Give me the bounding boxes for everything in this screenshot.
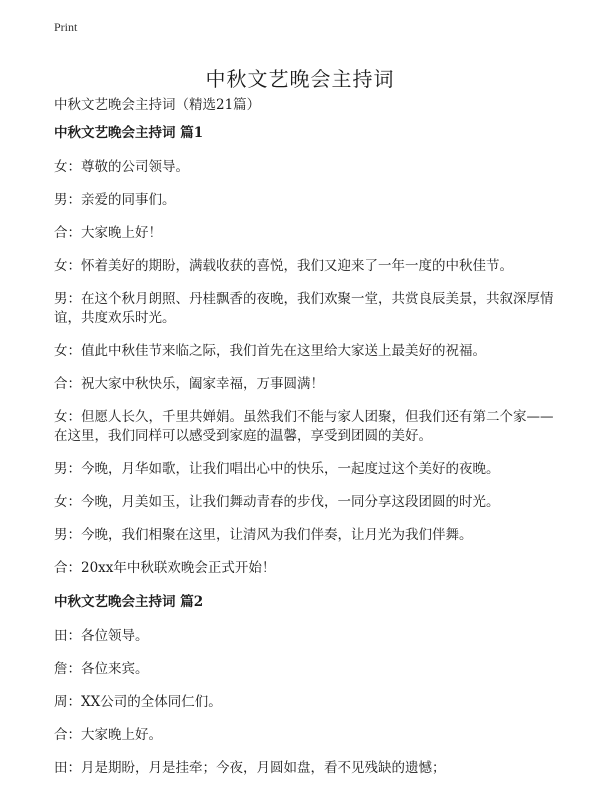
paragraph: 女：怀着美好的期盼，满载收获的喜悦，我们又迎来了一年一度的中秋佳节。 xyxy=(54,258,513,274)
section-heading: 中秋文艺晚会主持词 篇1 xyxy=(54,125,204,141)
paragraph: 男：今晚，我们相聚在这里，让清风为我们伴奏，让月光为我们伴舞。 xyxy=(54,527,473,543)
paragraph: 合：大家晚上好。 xyxy=(54,727,162,743)
paragraph: 周：XX公司的全体同仁们。 xyxy=(54,694,222,710)
document-title: 中秋文艺晚会主持词 xyxy=(205,67,395,92)
paragraph: 合：祝大家中秋快乐，阖家幸福，万事圆满！ xyxy=(54,376,324,392)
document-body xyxy=(54,123,554,792)
section-2 xyxy=(54,592,554,778)
paragraph: 詹：各位来宾。 xyxy=(54,661,149,677)
paragraph: 男：亲爱的同事们。 xyxy=(54,192,176,208)
paragraph: 女：今晚，月美如玉，让我们舞动青春的步伐，一同分享这段团圆的时光。 xyxy=(54,494,500,510)
paragraph: 男：在这个秋月朗照、丹桂飘香的夜晚，我们欢聚一堂，共赏良辰美景，共叙深厚情谊，共度欢乐时光。 xyxy=(54,291,554,326)
paragraph: 合：20xx年中秋联欢晚会正式开始！ xyxy=(54,560,276,576)
section-1 xyxy=(54,123,554,578)
print-link[interactable]: Print xyxy=(54,20,78,34)
paragraph: 女：但愿人长久，千里共婵娟。虽然我们不能与家人团聚，但我们还有第二个家——在这里，我们同样可以感受到家庭的温馨，享受到团圆的美好。 xyxy=(54,409,554,444)
paragraph: 田：月是期盼，月是挂牵；今夜，月圆如盘，看不见残缺的遗憾； xyxy=(54,760,446,776)
paragraph: 女：尊敬的公司领导。 xyxy=(54,159,189,175)
paragraph: 女：值此中秋佳节来临之际，我们首先在这里给大家送上最美好的祝福。 xyxy=(54,343,486,359)
document-subtitle: 中秋文艺晚会主持词（精选21篇） xyxy=(54,97,261,113)
paragraph: 男：今晚，月华如歌，让我们唱出心中的快乐，一起度过这个美好的夜晚。 xyxy=(54,461,500,477)
section-heading: 中秋文艺晚会主持词 篇2 xyxy=(54,594,204,610)
paragraph: 合：大家晚上好！ xyxy=(54,225,162,241)
paragraph: 田：各位领导。 xyxy=(54,628,149,644)
